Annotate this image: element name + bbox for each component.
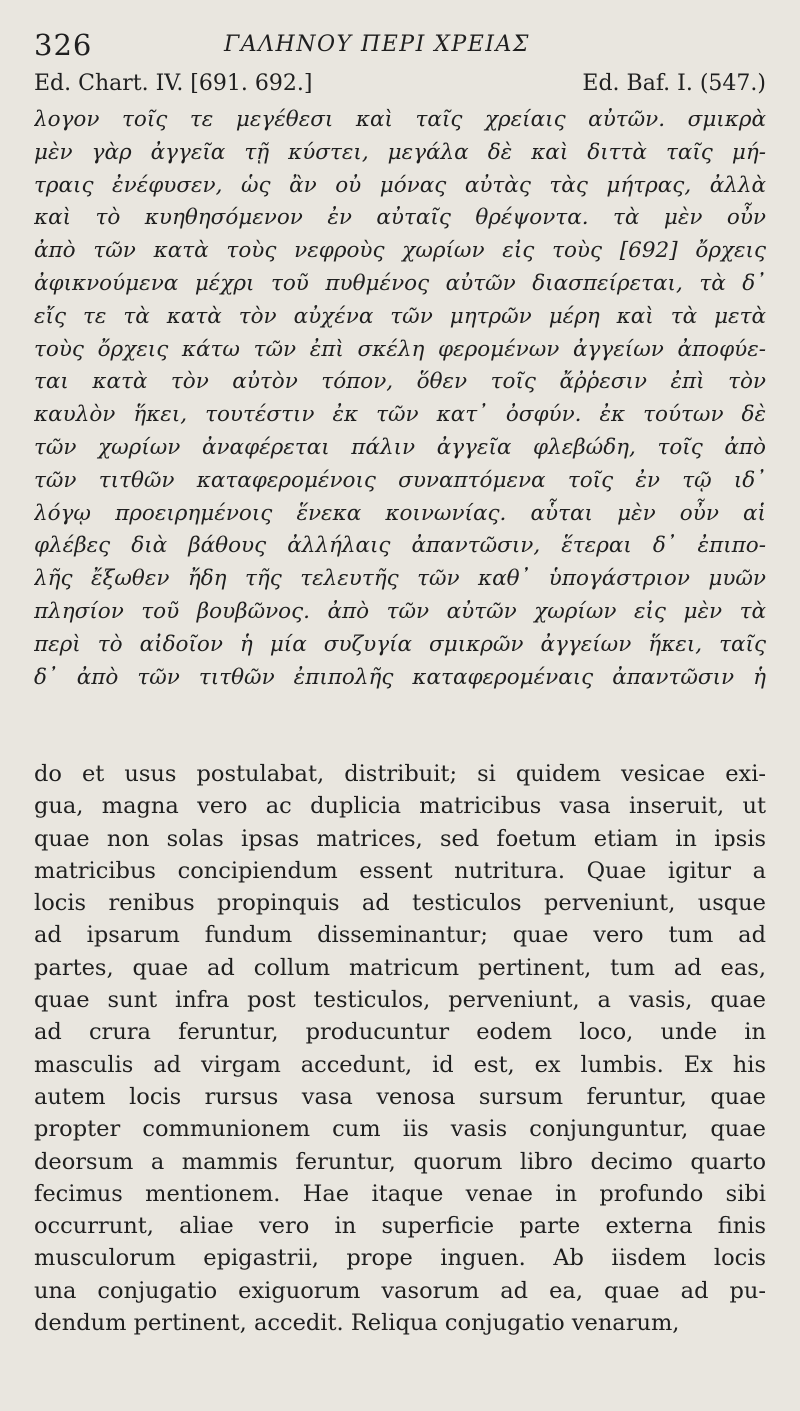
page-number: 326 (34, 28, 93, 62)
greek-text-line: λόγῳ προειρημένοις ἕνεκα κοινωνίας. αὗται μὲν οὖν αἱ (34, 500, 766, 526)
latin-text-line: do et usus postulabat, distribuit; si quidem vesicae exi- (34, 761, 766, 787)
greek-text-line: ἀπὸ τῶν κατὰ τοὺς νεφροὺς χωρίων εἰς τοὺς [692] ὄρχεις (34, 238, 766, 264)
greek-text-line: περὶ τὸ αἰδοῖον ἡ μία συζυγία σμικρῶν ἀγγείων ἥκει, ταῖς (34, 631, 766, 657)
latin-text-line: ad ipsarum fundum disseminantur; quae vero tum ad (34, 922, 766, 949)
greek-text-line: τοὺς ὄρχεις κάτω τῶν ἐπὶ σκέλη φερομένων ἀγγείων ἀποφύε- (34, 336, 766, 362)
running-title: ΓΑΛΗΝΟΥ ΠΕΡΙ ΧΡΕΙΑΣ (224, 32, 530, 57)
latin-text-line: locis renibus propinquis ad testiculos perveniunt, usque (34, 890, 766, 917)
greek-text-line: πλησίον τοῦ βουβῶνος. ἀπὸ τῶν αὐτῶν χωρίων εἰς μὲν τὰ (34, 598, 766, 624)
edition-basel-reference: Ed. Baf. I. (547.) (582, 71, 766, 96)
latin-text-line: deorsum a mammis feruntur, quorum libro decimo quarto (34, 1148, 766, 1175)
greek-text-line: καυλὸν ἥκει, τουτέστιν ἐκ τῶν κατ᾽ ὀσφύν. ἐκ τούτων δὲ (34, 402, 766, 428)
latin-text-line: quae sunt infra post testiculos, perveniunt, a vasis, quae (34, 987, 766, 1014)
greek-text-line: τῶν χωρίων ἀναφέρεται πάλιν ἀγγεῖα φλεβώδη, τοῖς ἀπὸ (34, 434, 766, 460)
latin-text-line: matricibus concipiendum essent nutritura. Quae igitur a (34, 857, 766, 884)
latin-text-line: autem locis rursus vasa venosa sursum feruntur, quae (34, 1083, 766, 1110)
page-header (34, 28, 766, 68)
latin-text-line: occurrunt, aliae vero in superficie parte externa finis (34, 1213, 766, 1240)
greek-text-line: μὲν γὰρ ἀγγεῖα τῇ κύστει, μεγάλα δὲ καὶ διττὰ ταῖς μή- (34, 139, 766, 165)
latin-text-block (34, 758, 766, 1339)
greek-text-line: φλέβες διὰ βάθους ἀλλήλαις ἀπαντῶσιν, ἕτεραι δ᾽ ἐπιπο- (34, 533, 766, 559)
latin-text-line: masculis ad virgam accedunt, id est, ex lumbis. Ex his (34, 1051, 766, 1078)
greek-text-line: ται κατὰ τὸν αὐτὸν τόπον, ὅθεν τοῖς ἄῤῥεσιν ἐπὶ τὸν (34, 369, 766, 395)
greek-text-block (34, 104, 766, 694)
greek-text-line: λογον τοῖς τε μεγέθεσι καὶ ταῖς χρείαις αὐτῶν. σμικρὰ (34, 107, 766, 132)
greek-text-line: ἀφικνούμενα μέχρι τοῦ πυθμένος αὐτῶν διασπείρεται, τὰ δ᾽ (34, 270, 766, 296)
latin-text-line: quae non solas ipsas matrices, sed foetum etiam in ipsis (34, 825, 766, 852)
edition-chart-reference: Ed. Chart. IV. [691. 692.] (34, 71, 313, 96)
latin-text-line: partes, quae ad collum matricum pertinent, tum ad eas, (34, 954, 766, 981)
latin-text-line: fecimus mentionem. Hae itaque venae in profundo sibi (34, 1180, 766, 1207)
latin-text-line: gua, magna vero ac duplicia matricibus vasa inseruit, ut (34, 793, 766, 820)
greek-text-line: λῆς ἔξωθεν ἤδη τῆς τελευτῆς τῶν καθ᾽ ὑπογάστριον μυῶν (34, 566, 766, 592)
latin-text-line: propter communionem cum iis vasis conjunguntur, quae (34, 1116, 766, 1143)
latin-text-line: dendum pertinent, accedit. Reliqua conjugatio venarum, (34, 1310, 680, 1337)
greek-text-line: τῶν τιτθῶν καταφερομένοις συναπτόμενα τοῖς ἐν τῷ ιδ᾽ (34, 467, 766, 493)
greek-text-line: εἴς τε τὰ κατὰ τὸν αὐχένα τῶν μητρῶν μέρη καὶ τὰ μετὰ (34, 303, 766, 329)
latin-text-line: musculorum epigastrii, prope inguen. Ab iisdem locis (34, 1245, 766, 1272)
greek-text-line: δ᾽ ἀπὸ τῶν τιτθῶν ἐπιπολῆς καταφερομέναις ἀπαντῶσιν ἡ (34, 664, 766, 690)
greek-text-line: τραις ἐνέφυσεν, ὡς ἂν οὐ μόνας αὐτὰς τὰς μήτρας, ἀλλὰ (34, 172, 766, 198)
edition-reference-line (34, 71, 766, 103)
greek-text-line: καὶ τὸ κυηθησόμενον ἐν αὐταῖς θρέψοντα. τὰ μὲν οὖν (34, 205, 766, 231)
latin-text-line: ad crura feruntur, producuntur eodem loco, unde in (34, 1019, 766, 1046)
latin-text-line: una conjugatio exiguorum vasorum ad ea, quae ad pu- (34, 1277, 766, 1304)
